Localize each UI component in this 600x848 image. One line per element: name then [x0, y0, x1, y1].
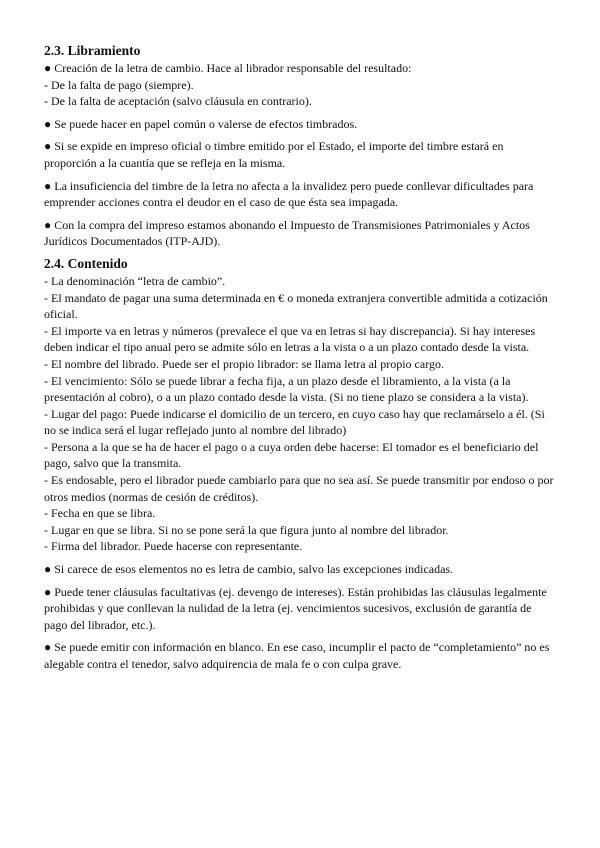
- paragraph: ● Se puede emitir con información en blanco. En ese caso, incumplir el pacto de “completamiento” no es alegable contra el tenedor, salvo adquirencia de mala fe o con culpa grave.: [44, 640, 550, 671]
- paragraph: ● La insuficiencia del timbre de la letra no afecta a la invalidez pero puede conllevar dificultades para emprender acciones contra el deudor en el caso de que ésta sea impagada.: [44, 178, 534, 210]
- paragraph: ● Se puede hacer en papel común o valerse de efectos timbrados.: [44, 116, 358, 131]
- section-heading-libramiento: 2.3. Libramiento: [44, 43, 141, 58]
- paragraph: - Firma del librador. Puede hacerse con representante.: [44, 539, 303, 554]
- paragraph: - La denominación “letra de cambio”.: [44, 273, 226, 288]
- document-page: [44, 42, 556, 673]
- paragraph: - El vencimiento: Sólo se puede librar a fecha fija, a un plazo desde el libramiento, a la vista (a la presentación al cobro), o a un plazo contado desde la vista. (Si no tiene plazo se considera a la vista).: [44, 373, 529, 405]
- paragraph: - El mandato de pagar una suma determinada en € o moneda extranjera convertible admitida a cotización oficial.: [44, 290, 548, 322]
- paragraph: - Es endosable, pero el librador puede cambiarlo para que no sea así. Se puede transmitir por endoso o por otros medios (normas de cesión de créditos).: [44, 473, 554, 504]
- paragraph: ● Si se expide en impreso oficial o timbre emitido por el Estado, el importe del timbre estará en proporción a la cuantía que se refleja en la misma.: [44, 139, 504, 170]
- paragraph: ● Con la compra del impreso estamos abonando el Impuesto de Transmisiones Patrimoniales y Actos Jurídicos Documentados (ITP-AJD).: [44, 217, 530, 249]
- paragraph: - De la falta de pago (siempre).: [44, 77, 194, 92]
- paragraph: - Persona a la que se ha de hacer el pago o a cuya orden debe hacerse: El tomador es el beneficiario del pago, salvo que la transmita.: [44, 439, 539, 471]
- paragraph: ● Creación de la letra de cambio. Hace al librador responsable del resultado:: [44, 61, 412, 75]
- paragraph: - De la falta de aceptación (salvo cláusula en contrario).: [44, 94, 312, 109]
- paragraph: - Lugar en que se libra. Si no se pone será la que figura junto al nombre del librador.: [44, 522, 449, 537]
- paragraph: ● Puede tener cláusulas facultativas (ej. devengo de intereses). Están prohibidas las cláusulas legalmente prohibidas y que conllevan la nulidad de la letra (ej. vencimientos sucesivos, exclusión de garantía de pago del librador, etc.).: [44, 584, 547, 632]
- paragraph: - Fecha en que se libra.: [44, 506, 156, 521]
- section-heading-contenido: 2.4. Contenido: [44, 255, 128, 271]
- section-body-libramiento: [44, 60, 556, 250]
- paragraph: - Lugar del pago: Puede indicarse el domicilio de un tercero, en cuyo caso hay que reclamárselo a él. (Si no se indica será el lugar reflejado junto al nombre del librado): [44, 406, 545, 438]
- paragraph: - El importe va en letras y números (prevalece el que va en letras si hay discrepancia). Si hay intereses deben indicar el tipo anual pero se admite sólo en letras a la vista o a un plazo contado desde la vista.: [44, 323, 536, 355]
- paragraph: - El nombre del librado. Puede ser el propio librador: se llama letra al propio cargo.: [44, 356, 444, 371]
- paragraph: ● Si carece de esos elementos no es letra de cambio, salvo las excepciones indicadas.: [44, 562, 454, 577]
- section-body-contenido: [44, 273, 556, 673]
